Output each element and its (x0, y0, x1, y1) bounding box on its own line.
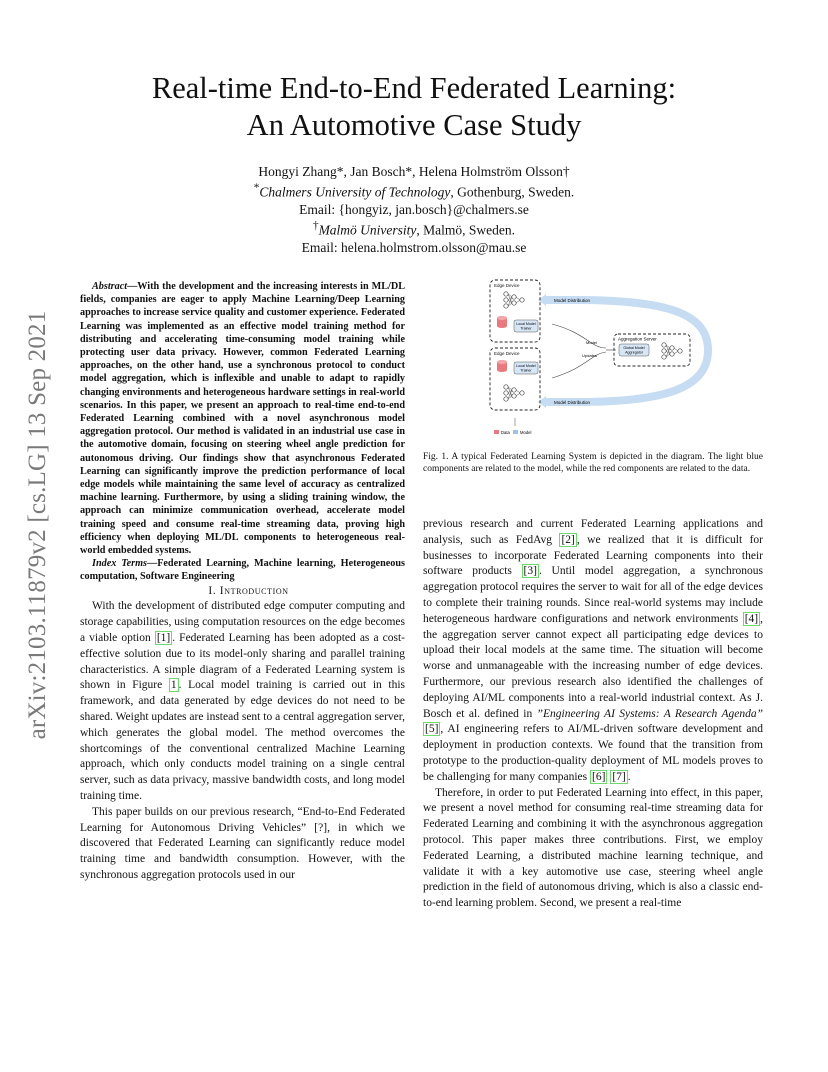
edge-device-label: Edge Device (494, 351, 520, 356)
citation-link[interactable]: [5] (425, 723, 439, 736)
citation-link[interactable]: [7] (612, 770, 626, 783)
aggregation-server-label: Aggregation Server (618, 336, 657, 342)
email-2: Email: helena.holmstrom.olsson@mau.se (301, 239, 527, 255)
model-distribution-label: Model Distribution (554, 400, 591, 405)
citation-link[interactable]: [6] (592, 770, 606, 783)
arxiv-stamp: arXiv:2103.11879v2 [cs.LG] 13 Sep 2021 (24, 310, 51, 740)
author-names: Hongyi Zhang*, Jan Bosch*, Helena Holmström Olsson† (258, 164, 570, 179)
citation-link[interactable]: [4] (744, 612, 759, 625)
edge-device-label: Edge Device (494, 283, 520, 288)
svg-text:Model: Model (586, 340, 597, 345)
svg-text:Trainer: Trainer (520, 326, 532, 331)
paper-title: Real-time End-to-End Federated Learning: An Automotive Case Study (151, 71, 677, 142)
svg-text:Trainer: Trainer (520, 368, 532, 373)
svg-text:Local Model: Local Model (516, 364, 536, 368)
right-paragraph-1: previous research and current Federated Learning applications and analysis, such as FedAvg [2] , we realized that it is difficult for businesses to incorporate Federated Learning components into their software products [3] . Until model aggregation, a synchronous aggregation protocol requires the server to wait for all of the edge devices to complete their training rounds. Since real-world systems may include heterogeneous hardware configurations and network environments [4] , the aggregation server cannot expect all participating edge devices to upload their local models at the same time. The situation will become worse and unmanageable with the increasing number of edge devices. Furthermore, our previous research also identified the challenges of deploying AI/ML components into a real-world industrial context. As J. Bosch et al. defined in ”Engineering AI Systems: A Research Agenda” [5] , AI engineering refers to AI/ML-driven software development and deployment in production contexts. We found that the transition from prototype to the production-quality deployment of ML models proves to be challenging for many companies [6] [7] . (423, 518, 764, 783)
citation-link[interactable]: [1] (156, 632, 171, 645)
section-heading: I. Introduction (208, 584, 289, 597)
index-terms: Index Terms—Federated Learning, Machine learning, Heterogeneous computation, Software Engineering (80, 558, 405, 583)
svg-text:Global Model: Global Model (623, 346, 645, 350)
figure-link[interactable]: 1 (170, 679, 177, 692)
figure-caption: Fig. 1. A typical Federated Learning System is depicted in the diagram. The light blue components are related to the model, while the red components are related to the data. (423, 452, 763, 474)
right-column (423, 517, 763, 912)
intro-paragraph-2: This paper builds on our previous research, “End-to-End Federated Learning for Autonomous Driving Vehicles” [?], in which we discovered that Federated Learning can significantly reduce model training time and bandwidth consumption. However, with the synchronous aggregation protocols used in our (80, 805, 405, 882)
svg-text:Aggregator: Aggregator (625, 350, 643, 355)
affiliation-1: *Chalmers University of Technology, Gothenburg, Sweden. (253, 182, 575, 200)
author-block (80, 163, 748, 256)
citation-link[interactable]: [3] (523, 565, 537, 578)
abstract: Abstract—With the development and the increasing interests in ML/DL fields, companies are eager to apply Machine Learning/Deep Learning approaches to increase service quality and customer experience. Federated Learning was implemented as an effective model training method for distributing and accelerating time-consuming model training while protecting user data privacy. However, common Federated Learning approaches, on the other hand, use a synchronous protocol to conduct model aggregation, which is inflexible and unable to adapt to rapidly changing environments and heterogeneous hardware settings in real-world scenarios. In this paper, we present an approach to real-time end-to-end Federated Learning combined with a novel asynchronous model aggregation protocol. Our method is validated in an industrial use case in the automotive domain, focusing on steering wheel angle prediction for autonomous driving. Our findings show that asynchronous Federated Learning can significantly improve the prediction performance of local edge models while maintaining the same level of accuracy as centralized machine learning. Furthermore, by using a sliding training window, the approach can minimize communication overhead, accelerate model training speed and consume real-time streaming data, proving high efficiency when deploying ML/DL components to heterogeneous real-world embedded systems. (80, 281, 405, 557)
svg-text:Local Model: Local Model (516, 322, 536, 326)
right-paragraph-2: Therefore, in order to put Federated Learning into effect, in this paper, we present a novel method for consuming real-time streaming data for Federated Learning and combining it with the asynchronous aggregation protocol. This paper makes three contributions. First, we employ Federated Learning, a distributed machine learning technique, and validate it with a key automotive use case, steering wheel angle prediction in the field of autonomous driving, which is also a classic end-to-end learning problem. Second, we present a real-time (423, 786, 763, 910)
legend-model: Model (520, 430, 532, 435)
svg-text:Updates: Updates (582, 353, 597, 358)
citation-link[interactable]: [2] (561, 533, 575, 546)
left-column (80, 280, 405, 884)
affiliation-2: †Malmö University, Malmö, Sweden. (312, 220, 516, 238)
model-distribution-label: Model Distribution (554, 298, 591, 303)
federated-learning-diagram (486, 278, 754, 440)
intro-paragraph-1: With the development of distributed edge computer computing and storage capabilities, using computation resources on the edge becomes a viable option [1] . Federated Learning has been adopted as a cost-effective solution due to its model-only sharing and parallel training characteristics. A simple diagram of a Federated Learning system is shown in Figure 1 . Local model training is carried out in this framework, and data generated by edge devices do not need to be shared. Weight updates are instead sent to a central aggregation server, which generates the global model. The method overcomes the shortcomings of the conventional centralized Machine Learning approach, which only conducts model training on a single central server, such as data privacy, massive bandwidth costs, and long model training time. (80, 600, 406, 803)
legend-data: Data (501, 430, 510, 435)
email-1: Email: {hongyiz, jan.bosch}@chalmers.se (299, 201, 529, 217)
